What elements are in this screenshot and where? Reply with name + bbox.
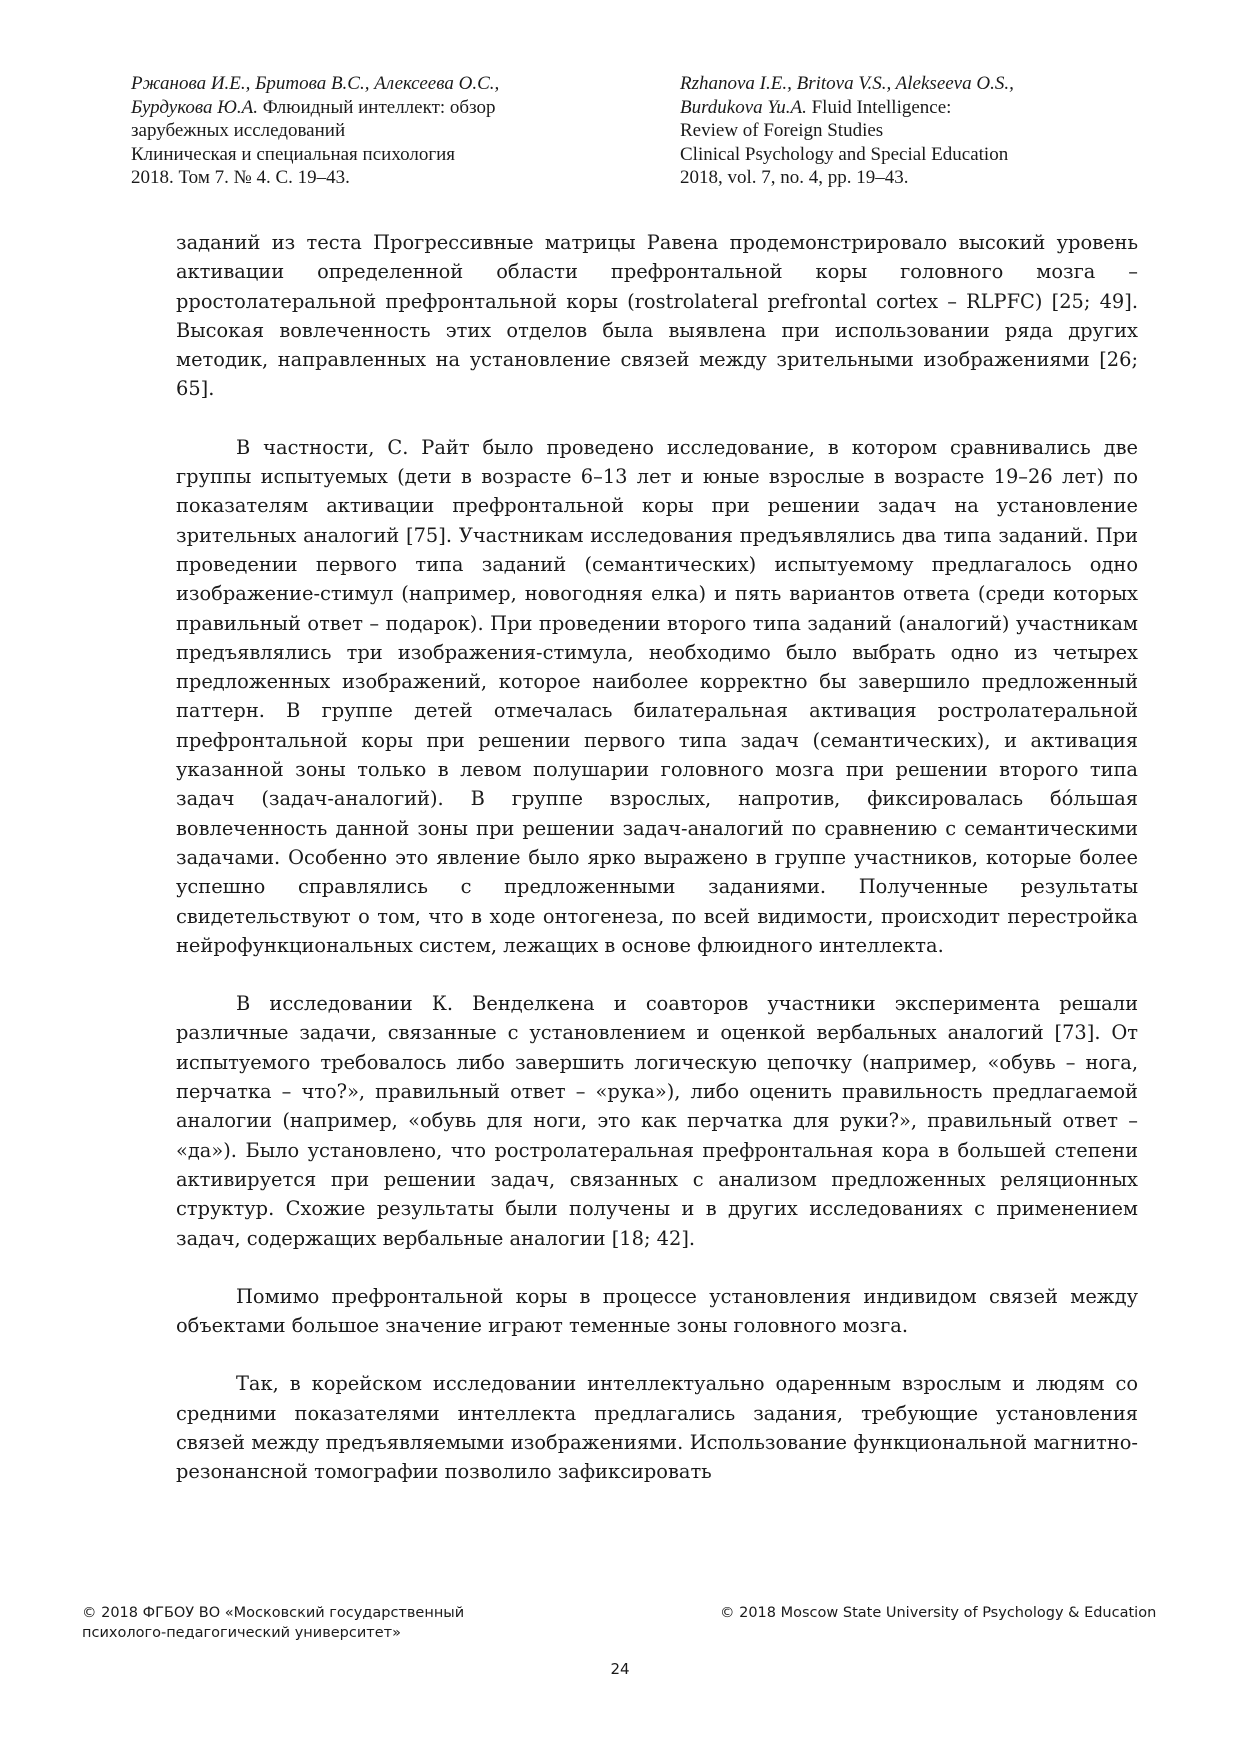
header-right-title-2: Review of Foreign Studies [680, 120, 884, 141]
paragraph-4: Помимо префронтальной коры в процессе установления индивидом связей между объектами большое значение играют теменные зоны головного мозга. [176, 1284, 1138, 1338]
header-left-title-1: Флюидный интеллект: обзор [257, 96, 496, 118]
footer-copyright-russian [82, 1603, 464, 1643]
running-header [0, 72, 1240, 202]
header-right-authors-1: Rzhanova I.E., Britova V.S., Alekseeva O.S., [680, 73, 1014, 94]
header-left-russian [131, 72, 601, 190]
footer-copyright-english: © 2018 Moscow State University of Psychology & Education [720, 1605, 1157, 1621]
header-left-authors-2: Бурдукова Ю.А. [131, 96, 258, 118]
page-number: 24 [610, 1660, 630, 1678]
footer-left-line-1: © 2018 ФГБОУ ВО «Московский государственный [82, 1605, 465, 1621]
header-right-english [680, 72, 1150, 190]
header-right-citation: 2018, vol. 7, no. 4, pp. 19–43. [680, 167, 909, 188]
article-body [176, 228, 1138, 1516]
paragraph-5: Так, в корейском исследовании интеллектуально одаренным взрослым и людям со средними показателями интеллекта предлагались задания, требующие установления связей между предъявляемыми изображениями. Использование функциональной магнитно-резонансной томографии позволило зафиксировать [176, 1372, 1138, 1484]
header-right-journal: Clinical Psychology and Special Education [680, 143, 1009, 165]
header-left-journal: Клиническая и специальная психология [131, 143, 456, 165]
header-left-authors-1: Ржанова И.Е., Бритова В.С., Алексеева О.С., [131, 73, 500, 94]
header-right-authors-2: Burdukova Yu.A. [680, 96, 807, 118]
header-left-title-2: зарубежных исследований [131, 120, 346, 141]
footer-left-line-2: психолого-педагогический университет» [82, 1625, 401, 1641]
header-left-citation: 2018. Том 7. № 4. С. 19–43. [131, 167, 350, 188]
header-right-title-1: Fluid Intelligence: [806, 96, 952, 118]
paragraph-2: В частности, С. Райт было проведено исследование, в котором сравнивались две группы испытуемых (дети в возрасте 6–13 лет и юные взрослые в возрасте 19–26 лет) по показателям активации префронтальной коры при решении задач на установление зрительных аналогий [75]. Участникам исследования предъявлялись два типа заданий. При проведении первого типа заданий (семантических) испытуемому предлагалось одно изображение-стимул (например, новогодняя елка) и пять вариантов ответа (среди которых правильный ответ – подарок). При проведении второго типа заданий (аналогий) участникам предъявлялись три изображения-стимула, необходимо было выбрать одно из четырех предложенных изображений, которое наиболее корректно бы завершило предложенный паттерн. В группе детей отмечалась билатеральная активация ростролатеральной префронтальной коры при решении первого типа задач (семантических), и активация указанной зоны только в левом полушарии головного мозга при решении второго типа задач (задач-аналогий). В группе взрослых, напротив, фиксировалась бóльшая вовлеченность данной зоны при решении задач-аналогий по сравнению с семантическими задачами. Особенно это явление было ярко выражено в группе участников, которые более успешно справлялись с предложенными заданиями. Полученные результаты свидетельствуют о том, что в ходе онтогенеза, по всей видимости, происходит перестройка нейрофункциональных систем, лежащих в основе флюидного интеллекта. [176, 435, 1138, 957]
paragraph-3: В исследовании К. Венделкена и соавторов участники эксперимента решали различные задачи, связанные с установлением и оценкой вербальных аналогий [73]. От испытуемого требовалось либо завершить логическую цепочку (например, «обувь – нога, перчатка – что?», правильный ответ – «рука»), либо оценить правильность предлагаемой аналогии (например, «обувь для ноги, это как перчатка для руки?», правильный ответ – «да»). Было установлено, что ростролатеральная префронтальная кора в большей степени активируется при решении задач, связанных с анализом предложенных реляционных структур. Схожие результаты были получены и в других исследованиях с применением задач, содержащих вербальные аналогии [18; 42]. [176, 992, 1138, 1250]
paragraph-1: заданий из теста Прогрессивные матрицы Равена продемонстрировало высокий уровень активации определенной области префронтальной коры головного мозга – рростолатеральной префронтальной коры (rostrolateral prefrontal cortex – RLPFC) [25; 49]. Высокая вовлеченность этих отделов была выявлена при использовании ряда других методик, направленных на установление связей между зрительными изображениями [26; 65]. [176, 231, 1138, 401]
